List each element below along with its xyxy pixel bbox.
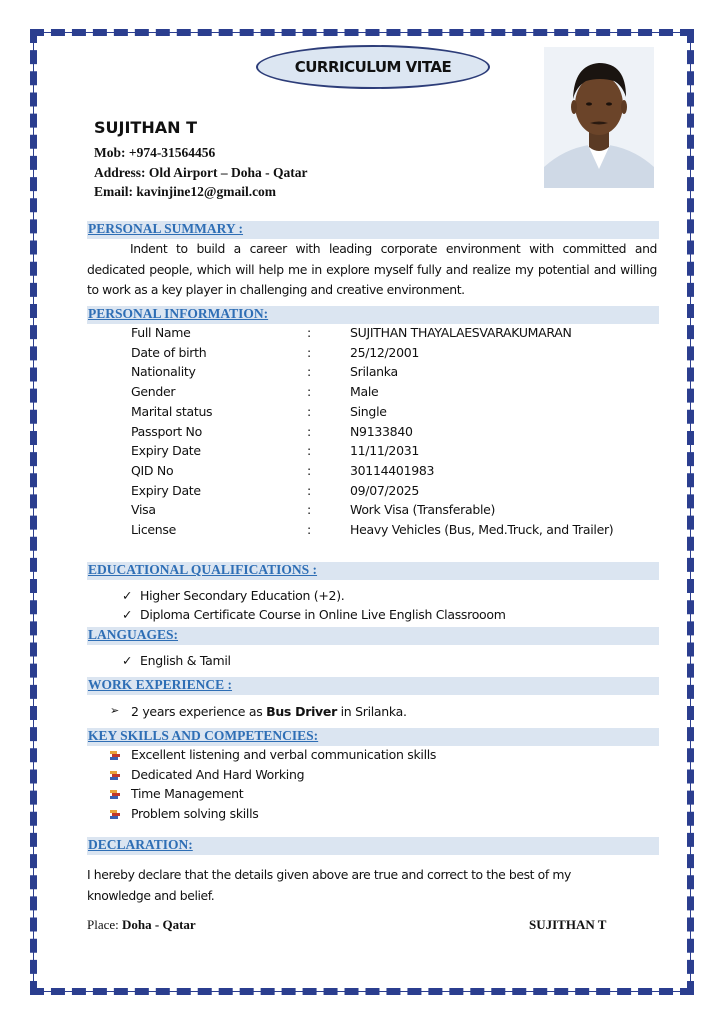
section-skills <box>87 728 659 746</box>
section-heading: PERSONAL SUMMARY : <box>88 221 244 236</box>
info-value: 25/12/2001 <box>350 344 420 360</box>
book-bullet-icon <box>110 751 120 760</box>
info-colon: : <box>307 364 311 380</box>
section-languages <box>87 627 659 645</box>
place-value: Doha - Qatar <box>122 917 196 932</box>
list-item: ✓ English & Tamil <box>122 653 231 668</box>
info-label: QID No <box>131 462 174 478</box>
info-label: Gender <box>131 384 176 400</box>
section-declaration <box>87 837 659 855</box>
info-value: Single <box>350 403 387 419</box>
info-value: Heavy Vehicles (Bus, Med.Truck, and Trailer) <box>350 522 614 537</box>
info-colon: : <box>307 462 311 478</box>
place <box>87 917 196 933</box>
info-label: Passport No <box>131 423 202 439</box>
place-label: Place: <box>87 917 119 932</box>
info-value: Male <box>350 384 379 400</box>
skill-text: Problem solving skills <box>131 806 259 822</box>
info-label: Nationality <box>131 364 196 380</box>
info-colon: : <box>307 482 311 498</box>
check-icon: ✓ <box>122 607 133 622</box>
info-label: Full Name <box>131 325 191 340</box>
check-icon: ✓ <box>122 588 133 603</box>
info-colon: : <box>307 344 311 360</box>
list-item: ✓ Higher Secondary Education (+2). <box>122 588 345 603</box>
summary-text: Indent to build a career with leading corporate environment with committed and dedicated people, which will help me in explore myself fully and realize my potential and willing to work as a key player in challenging and creative environment. <box>87 241 657 297</box>
info-colon: : <box>307 384 311 400</box>
skill-item <box>131 767 304 782</box>
info-label: Marital status <box>131 403 213 419</box>
profile-photo <box>544 47 654 188</box>
skill-text: Time Management <box>131 786 244 802</box>
info-label: Expiry Date <box>131 482 201 498</box>
signature: SUJITHAN T <box>529 917 607 932</box>
info-colon: : <box>307 325 311 340</box>
book-bullet-icon <box>110 790 120 799</box>
info-colon: : <box>307 403 311 419</box>
document-title: CURRICULUM VITAE <box>256 45 490 89</box>
section-work-experience <box>87 677 659 695</box>
info-value: SUJITHAN THAYALAESVARAKUMARAN <box>350 325 572 340</box>
check-icon: ✓ <box>122 653 133 668</box>
skill-text: Excellent listening and verbal communication skills <box>131 747 437 762</box>
skill-item <box>131 747 436 762</box>
section-personal-information <box>87 306 659 324</box>
info-colon: : <box>307 423 311 439</box>
info-label: Date of birth <box>131 344 207 360</box>
info-label: Visa <box>131 502 156 518</box>
skill-item <box>131 806 259 821</box>
info-label: License <box>131 522 177 537</box>
section-heading: KEY SKILLS AND COMPETENCIES: <box>88 728 319 743</box>
section-heading: WORK EXPERIENCE : <box>88 677 233 692</box>
mobile-number: Mob: +974-31564456 <box>94 145 216 160</box>
email: Email: kavinjine12@gmail.com <box>94 184 277 199</box>
info-colon: : <box>307 443 311 459</box>
section-heading: EDUCATIONAL QUALIFICATIONS : <box>88 562 318 577</box>
section-heading: PERSONAL INFORMATION: <box>88 306 269 321</box>
info-value: 11/11/2031 <box>350 443 420 459</box>
info-label: Expiry Date <box>131 443 201 459</box>
info-value: Work Visa (Transferable) <box>350 502 496 518</box>
skill-text: Dedicated And Hard Working <box>131 766 305 782</box>
section-heading: DECLARATION: <box>88 837 193 852</box>
book-bullet-icon <box>110 810 120 819</box>
info-value: Srilanka <box>350 364 398 380</box>
info-value: 30114401983 <box>350 462 435 478</box>
book-bullet-icon <box>110 771 120 780</box>
skill-item <box>131 786 243 801</box>
info-value: N9133840 <box>350 423 413 439</box>
info-colon: : <box>307 502 311 518</box>
address: Address: Old Airport – Doha - Qatar <box>94 165 308 180</box>
arrow-bullet-icon: ➢ <box>110 704 119 717</box>
list-item: ✓ Diploma Certificate Course in Online Live English Classrooom <box>122 607 506 622</box>
section-heading: LANGUAGES: <box>88 627 179 642</box>
list-item: ➢ 2 years experience as Bus Driver in Srilanka. <box>110 704 407 719</box>
candidate-name: SUJITHAN T <box>94 118 197 137</box>
job-role: Bus Driver <box>266 704 337 719</box>
info-value: 09/07/2025 <box>350 482 420 498</box>
section-education <box>87 562 659 580</box>
info-colon: : <box>307 522 311 537</box>
declaration-text: I hereby declare that the details given above are true and correct to the best of my knowledge and belief. <box>87 867 571 903</box>
section-personal-summary <box>87 221 659 239</box>
